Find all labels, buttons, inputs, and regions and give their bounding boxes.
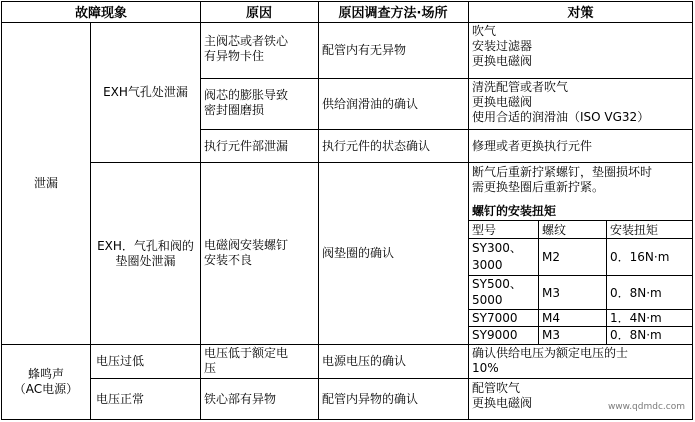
rule [468,1,469,420]
cause-cell: 主阀芯或者铁心 有异物卡住 [204,34,289,63]
rule [468,275,693,276]
method-cell: 配管内有无异物 [322,43,407,57]
measure-cell: 清洗配管或者吹气 更换电磁阀 使用合适的润滑油（ISO VG32） [472,80,650,124]
rule [468,220,693,221]
torque-model: SY7000 [472,311,518,325]
torque-model: SY300、 [472,241,522,255]
cause-cell: 电磁阀安装螺钉 安装不良 [204,238,289,267]
torque-value: 0．16N·m [610,250,670,264]
rule [538,220,539,344]
torque-value: 0．8N·m [610,328,662,342]
method-cell: 阀垫圈的确认 [322,246,395,260]
torque-col-thread: 螺纹 [542,223,567,237]
cause-cell: 执行元件部泄漏 [204,138,289,153]
measure-cell: 修理或者更换执行元件 [472,138,593,153]
method-cell: 执行元件的状态确认 [322,138,431,153]
rule [468,309,693,310]
torque-thread: M3 [542,328,560,342]
location-exh-leak: EXH气孔处泄漏 [103,85,188,99]
torque-model: 3000 [472,258,503,272]
rule [1,1,693,2]
torque-thread: M4 [542,311,560,325]
torque-col-model: 型号 [472,223,497,237]
torque-model: 5000 [472,293,503,307]
torque-col-torque: 安装扭矩 [610,223,659,237]
method-cell: 配管内异物的确认 [322,391,419,406]
rule [692,1,693,420]
rule [468,326,693,327]
location-normal-voltage: 电压正常 [96,391,145,406]
torque-value: 0．8N·m [610,286,662,300]
torque-thread: M2 [542,250,560,264]
measure-cell: 断气后重新拧紧螺钉，垫圈损坏时 需更换垫圈后重新拧紧。 [472,165,653,194]
rule [606,220,607,344]
torque-model: SY9000 [472,328,518,342]
measure-cell: 确认供给电压为额定电压的士 10% [472,346,629,375]
phenomenon-leak: 泄漏 [33,176,58,190]
torque-model: SY500、 [472,277,522,291]
cause-cell: 铁心部有异物 [204,391,277,406]
watermark: www.qdmdc.com [607,402,685,412]
rule [318,1,319,420]
measure-cell: 配管吹气 更换电磁阀 [472,381,533,410]
torque-thread: M3 [542,286,560,300]
location-gasket-leak: EXH．气孔和阀的 垫圈处泄漏 [97,238,194,268]
header-method: 原因调查方法·场所 [338,5,448,21]
location-overvoltage: 电压过低 [96,354,145,368]
rule [1,419,693,420]
phenomenon-buzz: 蜂鸣声 （AC电源） [13,367,79,396]
method-cell: 供给润滑油的确认 [322,96,419,111]
rule [468,238,693,239]
measure-cell: 吹气 安装过滤器 更换电磁阀 [472,24,533,68]
cause-cell: 阀芯的膨胀导致 密封圈磨损 [204,88,289,117]
header-countermeasure: 对策 [567,5,594,21]
method-cell: 电源电压的确认 [322,354,407,368]
torque-title: 螺钉的安装扭矩 [472,204,557,218]
header-phenomenon: 故障现象 [74,5,127,21]
rule [200,78,693,79]
header-cause: 原因 [245,5,272,21]
cause-cell: 电压低于额定电 压 [204,346,289,375]
torque-value: 1．4N·m [610,311,662,325]
rule [200,1,201,420]
